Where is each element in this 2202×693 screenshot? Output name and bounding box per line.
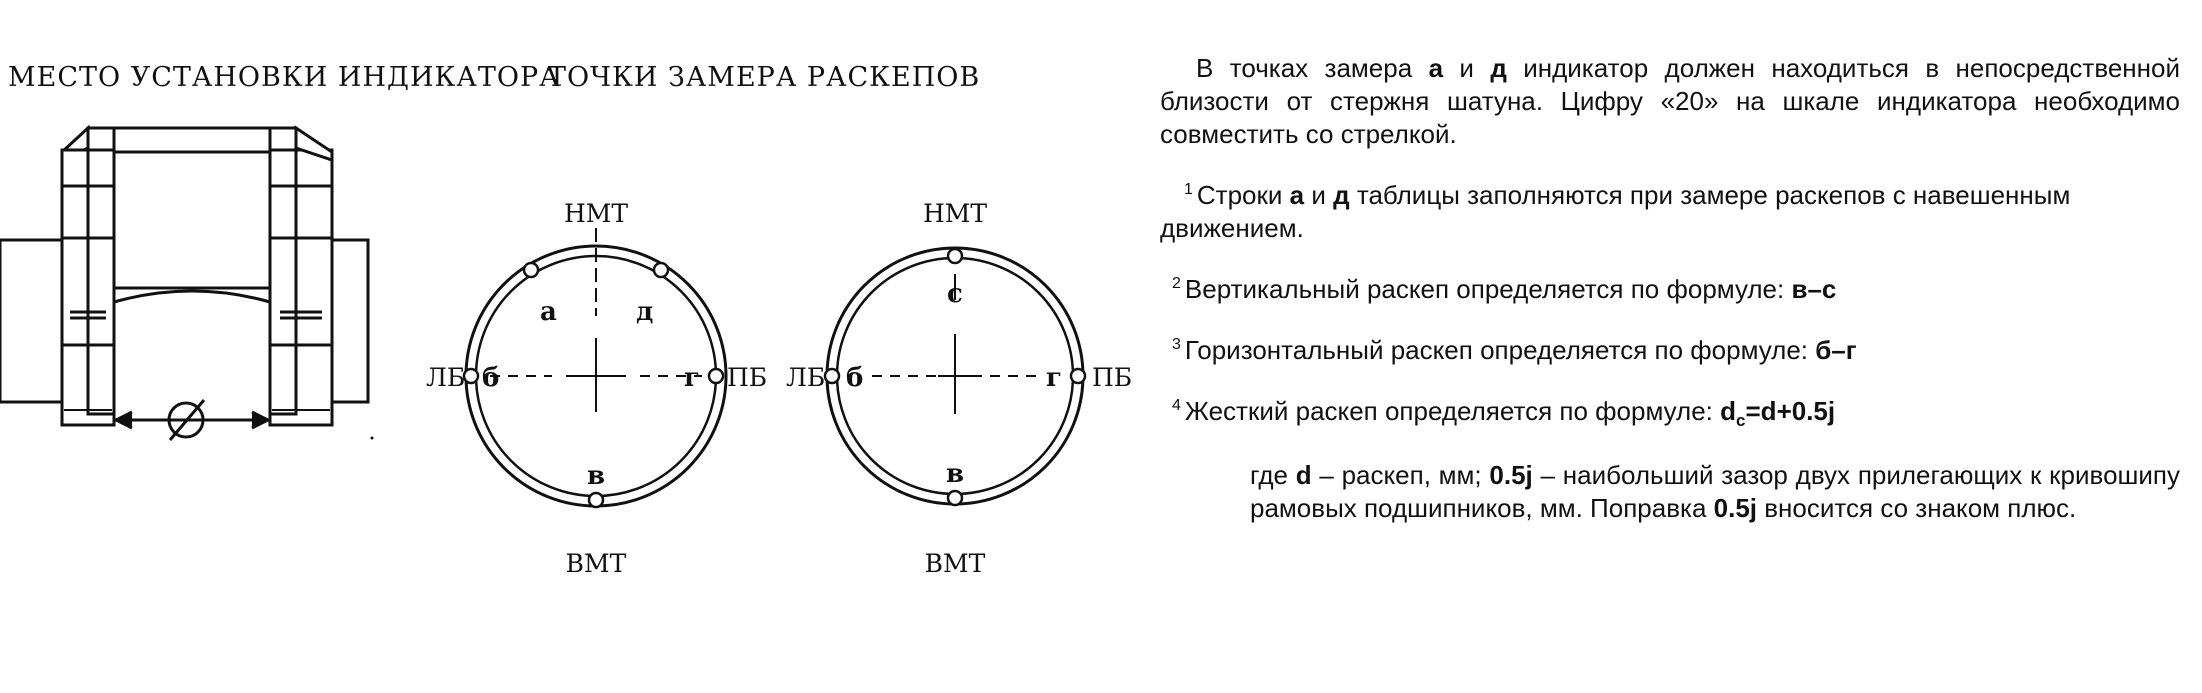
left-point-b: б [482,363,500,393]
point-b-marker-right [825,369,839,383]
right-label-left: ЛБ [786,363,826,392]
note-2-formula: в–с [1791,274,1837,304]
intro-paragraph [1160,52,2180,151]
left-point-v: в [587,461,606,491]
left-point-a: а [540,297,557,327]
stray-dot [371,437,374,440]
note-2 [1160,267,2180,306]
note-3 [1160,328,2180,367]
note-4-mark: 4 [1172,397,1181,414]
formula-rest: =d+0.5j [1745,396,1836,426]
right-label-bottom: ВМТ [924,549,986,578]
intro-point-a: а [1428,53,1444,83]
point-v-marker [589,493,603,507]
note-1-pre: Строки [1196,180,1290,210]
left-point-d: д [636,297,654,327]
right-label-top: НМТ [922,199,988,228]
right-point-b: б [846,363,864,393]
left-label-bottom: ВМТ [565,549,627,578]
right-label-right: ПБ [1092,363,1133,392]
point-b-marker [464,369,478,383]
note-1-post: таблицы заполняются при замере раскепов с навешенным движением. [1160,180,2071,243]
note-2-text: Вертикальный раскеп определяется по формуле: [1184,274,1792,304]
where-text-1: где [1250,460,1296,491]
where-text-3: – наибольший зазор двух прилегающих к кривошипу рамовых подшипников, мм. Поправка [1250,460,2180,524]
formula-sub-c: c [1736,411,1746,431]
point-d-marker [654,263,668,277]
intro-point-d: д [1490,53,1507,83]
left-label-top: НМТ [563,199,629,228]
right-point-c: с [947,279,963,309]
note-3-formula: б–г [1815,335,1857,365]
crank-throw-drawing [0,128,368,425]
intro-and: и [1443,53,1491,83]
left-label-right: ПБ [727,363,768,392]
formula-d: d [1720,396,1737,426]
left-point-g: г [684,363,700,393]
note-4-text: Жесткий раскеп определяется по формуле: [1184,396,1721,426]
point-g-marker [709,369,723,383]
note-2-mark: 2 [1172,275,1181,292]
intro-text-1: В точках замера [1196,53,1429,83]
note-1 [1160,173,2180,245]
left-label-left: ЛБ [426,363,466,392]
point-g-marker-right [1071,369,1085,383]
note-3-mark: 3 [1172,336,1181,353]
note-1-d: д [1333,180,1350,210]
note-1-a: а [1289,180,1305,210]
where-text-2: – раскеп, мм; [1311,460,1490,491]
note-4 [1160,389,2180,437]
where-j: 0.5j [1489,460,1533,491]
where-d: d [1295,460,1312,491]
note-1-and: и [1304,180,1334,210]
right-point-g: г [1046,363,1062,393]
where-paragraph [1250,459,2180,525]
indicator-arrow [116,400,268,440]
right-point-v: в [946,459,965,489]
point-c-marker [948,249,962,263]
note-1-mark: 1 [1184,181,1193,198]
notes-block [1160,52,2180,525]
point-a-marker [524,263,538,277]
note-4-formula [1720,396,1836,431]
where-text-4: вносится со знаком плюс. [1757,493,2077,524]
where-j2: 0.5j [1713,493,1758,524]
install-place-title: МЕСТО УСТАНОВКИ ИНДИКАТОРА [8,62,561,93]
measure-points-title: ТОЧКИ ЗАМЕРА РАСКЕПОВ [548,62,981,93]
intro-text-2: индикатор должен находиться в непосредственной близости от стержня шатуна. Цифру «20» на шкале индикатора необходимо совместить со стрелкой. [1160,53,2180,149]
point-v-marker-right [948,491,962,505]
note-3-text: Горизонтальный раскеп определяется по формуле: [1184,335,1816,365]
